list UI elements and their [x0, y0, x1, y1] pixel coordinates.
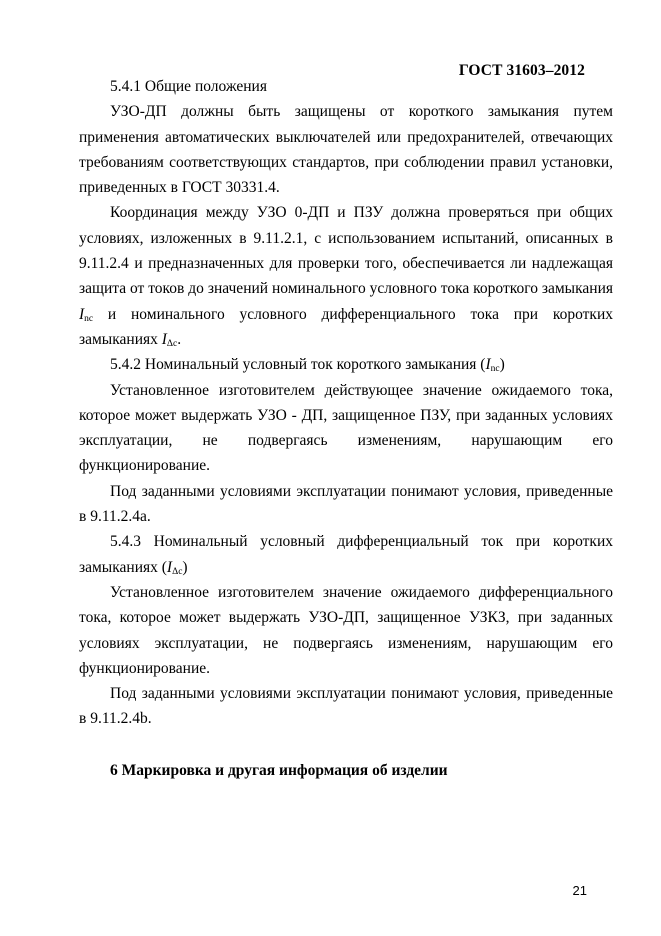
text-span: и номинального условного дифференциального тока при коротких замыканиях — [79, 305, 613, 348]
clause-5-4-2-heading — [79, 352, 613, 377]
text-span: 5.4.2 Номинальный условный ток короткого замыкания ( — [110, 356, 486, 374]
clause-5-4-3-heading — [79, 529, 613, 580]
page-content — [79, 74, 613, 783]
text-span: ) — [182, 558, 188, 576]
clause-5-4-1-heading: 5.4.1 Общие положения — [110, 78, 267, 95]
clause-5-4-1-paragraph-1: УЗО-ДП должны быть защищены от короткого замыкания путем применения автоматических выключателей или предохранителей, отвечающих требованиям соответствующих стандартов, при соблюдении правил установки, приведенных в ГОСТ 30331.4. — [79, 103, 613, 197]
symbol-subscript: Δc — [172, 566, 183, 577]
section-6-heading: 6 Маркировка и другая информация об изделии — [110, 761, 448, 779]
clause-5-4-3-paragraph-1: Установленное изготовителем значение ожидаемого дифференциального тока, которое может выдержать УЗО-ДП, защищенное УЗКЗ, при заданных условиях эксплуатации, не подвергаясь изменениям, нарушающим его функционирование. — [79, 583, 613, 677]
symbol-i: I — [166, 558, 173, 576]
text-span: . — [177, 330, 182, 348]
clause-5-4-1-paragraph-2 — [79, 200, 613, 352]
text-span: ) — [499, 356, 505, 374]
symbol-i: I — [485, 356, 491, 374]
symbol-subscript: nc — [84, 313, 94, 324]
page-number: 21 — [572, 883, 587, 898]
symbol-i: I — [79, 305, 85, 323]
clause-5-4-2-paragraph-1: Установленное изготовителем действующее значение ожидаемого тока, которое может выдержать УЗО - ДП, защищенное ПЗУ, при заданных условиях эксплуатации, не подвергаясь изменениям, нарушающим его функционирование. — [79, 381, 613, 475]
text-span: Координация между УЗО 0-ДП и ПЗУ должна проверяться при общих условиях, изложенных в 9.11.2.1, с использованием испытаний, описанных в 9.11.2.4 и предназначенных для проверки того, обеспечивается ли надлежащая защита от токов до значений номинального условного тока короткого замыкания — [79, 204, 613, 298]
clause-5-4-3-paragraph-2: Под заданными условиями эксплуатации понимают условия, приведенные в 9.11.2.4b. — [79, 685, 613, 728]
clause-5-4-2-paragraph-2: Под заданными условиями эксплуатации понимают условия, приведенные в 9.11.2.4а. — [79, 482, 613, 526]
symbol-subscript: nc — [490, 364, 500, 375]
symbol-i: I — [161, 330, 167, 348]
symbol-subscript: Δc — [166, 338, 178, 349]
document-code: ГОСТ 31603–2012 — [458, 62, 585, 79]
text-span: 5.4.3 Номинальный условный дифференциальный ток при коротких замыканиях ( — [79, 533, 613, 576]
